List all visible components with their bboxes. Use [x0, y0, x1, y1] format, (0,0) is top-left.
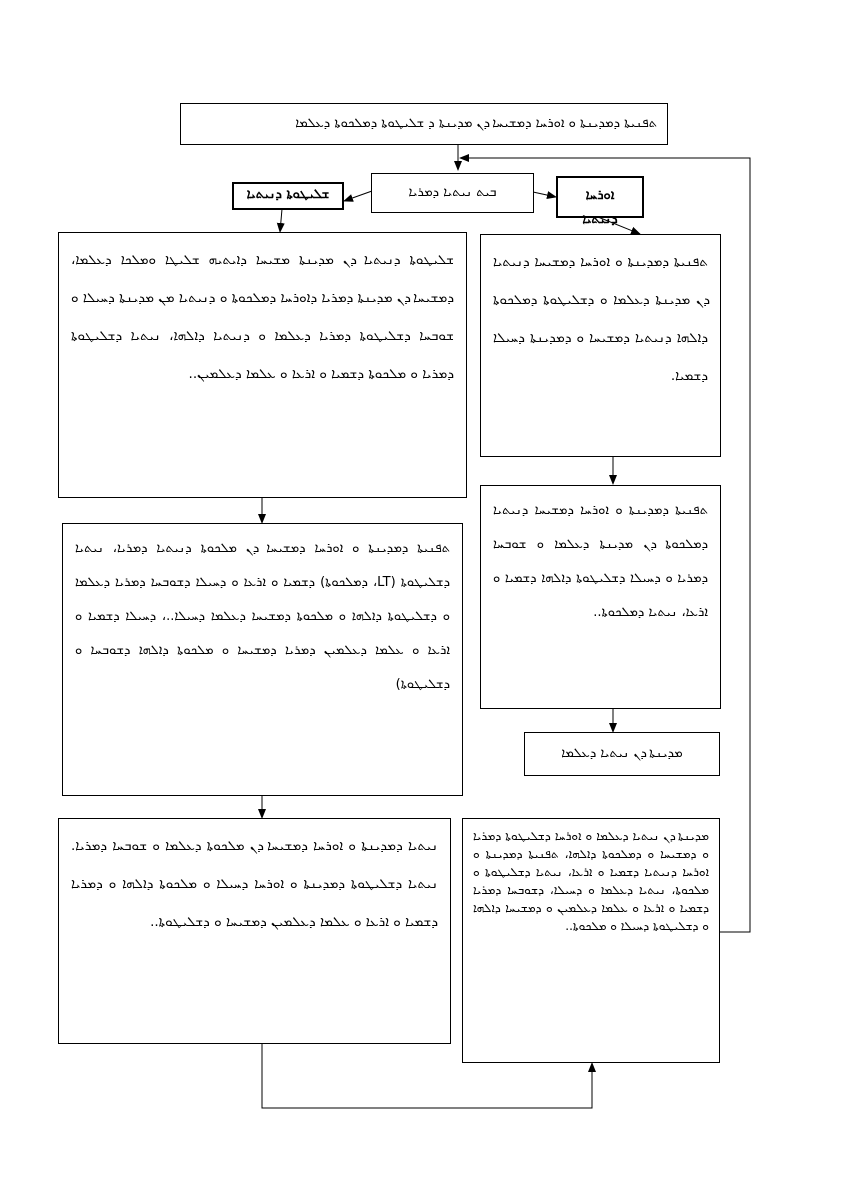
arrow-left-label-to-box — [280, 209, 282, 232]
center-box: ܒܝܬ ܢܝܬܝܐ ܕܡܪܝܐ — [371, 173, 534, 213]
right-box-3: ܡܕܝܢܬܐ ܕܢ ܢܝܬܝܐ ܕܥܠܡܐ — [524, 732, 720, 776]
left-box-2: ܬܦܢܝܬܐ ܕܡܕܝܢܬܐ ܘ ܐܘܪܚܐ ܕܡܫܝܚܐ ܕܢ ܡܠܟܘܬܐ ܕܢܝܬܝܐ ܕܡܪܝܐ، ܢܝܬܝܐ ܕܫܠܝܛܘܬܐ (LT، ܕܡܠܟܘܬܐ) ܕܫܡܝܐ ܘ ܐܪܥܐ ܘ ܕܚܝܠܐ ܕܫܘܒܚܐ ܕܡܪܝܐ ܕܥܠܡܐ ܘ ܕܫܠܝܛܘܬܐ ܕܐܠܗܐ ܘ ܡܠܟܘܬܐ ܕܡܫܝܚܐ ܕܥܠܡܐ ܕܚܝܠܐ..، ܕܚܝܠܐ ܕܫܡܝܐ ܘ ܐܪܥܐ ܘ ܥܠܡܐ ܕܥܠܡܝܢ ܕܡܪܝܐ ܕܡܫܝܚܐ ܘ ܡܠܟܘܬܐ ܕܐܠܗܐ ܕܫܘܒܚܐ ܘ ܕܫܠܝܛܘܬܐ) — [62, 523, 463, 796]
right-box-1: ܬܦܢܝܬܐ ܕܡܕܝܢܬܐ ܘ ܐܘܪܚܐ ܕܡܫܝܚܐ ܕܢܝܬܝܐ ܕܢ ܡܕܝܢܬܐ ܕܥܠܡܐ ܘ ܕܫܠܝܛܘܬܐ ܕܡܠܟܘܬܐ ܕܐܠܗܐ ܕܢܝܬܝܐ ܕܡܫܝܚܐ ܘ ܕܡܕܝܢܬܐ ܕܚܝܠܐ ܕܫܡܝܐ. — [480, 234, 721, 457]
left-box-3: ܢܝܬܝܐ ܕܡܕܝܢܬܐ ܘ ܐܘܪܚܐ ܕܡܫܝܚܐ ܕܢ ܡܠܟܘܬܐ ܕܥܠܡܐ ܘ ܫܘܒܚܐ ܕܡܪܝܐ. ܢܝܬܝܐ ܕܫܠܝܛܘܬܐ ܕܡܕܝܢܬܐ ܘ ܐܘܪܚܐ ܕܚܝܠܐ ܘ ܡܠܟܘܬܐ ܕܐܠܗܐ ܘ ܕܡܪܝܐ ܕܫܡܝܐ ܘ ܐܪܥܐ ܘ ܥܠܡܐ ܕܥܠܡܝܢ ܕܡܫܝܚܐ ܘ ܕܫܠܝܛܘܬܐ.. — [58, 818, 451, 1044]
arrow-center-to-left-label — [344, 191, 372, 201]
left-label-box: ܫܠܝܛܘܬܐ ܕܢܝܬܝܐ — [232, 182, 344, 210]
arrow-center-to-right-label — [533, 192, 556, 197]
right-box-2: ܬܦܢܝܬܐ ܕܡܕܝܢܬܐ ܘ ܐܘܪܚܐ ܕܡܫܝܚܐ ܕܢܝܬܝܐ ܕܡܠܟܘܬܐ ܕܢ ܡܕܝܢܬܐ ܕܥܠܡܐ ܘ ܫܘܒܚܐ ܕܡܪܝܐ ܘ ܕܚܝܠܐ ܕܫܠܝܛܘܬܐ ܕܐܠܗܐ ܕܫܡܝܐ ܘ ܐܪܥܐ، ܢܝܬܝܐ ܕܡܠܟܘܬܐ.. — [480, 485, 721, 709]
title-box: ܬܦܢܝܬܐ ܕܡܕܝܢܬܐ ܘ ܐܘܪܚܐ ܕܡܫܝܚܐ ܕܢ ܡܕܝܢܬܐ ܕ ܫܠܝܛܘܬܐ ܕܡܠܟܘܬܐ ܕܥܠܡܐ — [180, 103, 668, 145]
right-box-4: ܡܕܝܢܬܐ ܕܢ ܢܝܬܝܐ ܕܥܠܡܐ ܘ ܐܘܪܚܐ ܕܫܠܝܛܘܬܐ ܕܡܪܝܐ ܘ ܕܡܫܝܚܐ ܘ ܕܡܠܟܘܬܐ ܕܐܠܗܐ، ܬܦܢܝܬܐ ܕܡܕܝܢܬܐ ܘ ܐܘܪܚܐ ܕܢܝܬܝܐ ܕܫܡܝܐ ܘ ܐܪܥܐ، ܢܝܬܝܐ ܕܫܠܝܛܘܬܐ ܘ ܡܠܟܘܬܐ، ܢܝܬܝܐ ܕܥܠܡܐ ܘ ܕܚܝܠܐ، ܕܫܘܒܚܐ ܕܡܪܝܐ ܕܫܡܝܐ ܘ ܐܪܥܐ ܘ ܥܠܡܐ ܕܥܠܡܝܢ ܘ ܕܡܫܝܚܐ ܕܐܠܗܐ ܘ ܕܫܠܝܛܘܬܐ ܕܚܝܠܐ ܘ ܡܠܟܘܬܐ.. — [462, 818, 720, 1063]
right-label-box: ܐܘܪܚܐ ܕܢܝܬܝܐ — [556, 176, 644, 218]
left-box-1: ܫܠܝܛܘܬܐ ܕܢܝܬܝܐ ܕܢ ܡܕܝܢܬܐ ܡܫܝܚܐ ܕܐܝܬܝܗ ܫܠܝܛܐ ܘܡܠܟܐ ܕܥܠܡܐ، ܕܡܫܝܚܐ ܕܢ ܡܕܝܢܬܐ ܕܡܪܝܐ ܕܐܘܪܚܐ ܕܡܠܟܘܬܐ ܘ ܕܢܝܬܝܐ ܡܢ ܡܕܝܢܬܐ ܕܚܝܠܐ ܘ ܫܘܒܚܐ ܕܫܠܝܛܘܬܐ ܕܡܪܝܐ ܕܥܠܡܐ ܘ ܕܢܝܬܝܐ ܕܐܠܗܐ، ܢܝܬܝܐ ܕܫܠܝܛܘܬܐ ܕܡܪܝܐ ܘ ܡܠܟܘܬܐ ܕܫܡܝܐ ܘ ܐܪܥܐ ܘ ܥܠܡܐ ܕܥܠܡܝܢ.. — [58, 232, 467, 498]
